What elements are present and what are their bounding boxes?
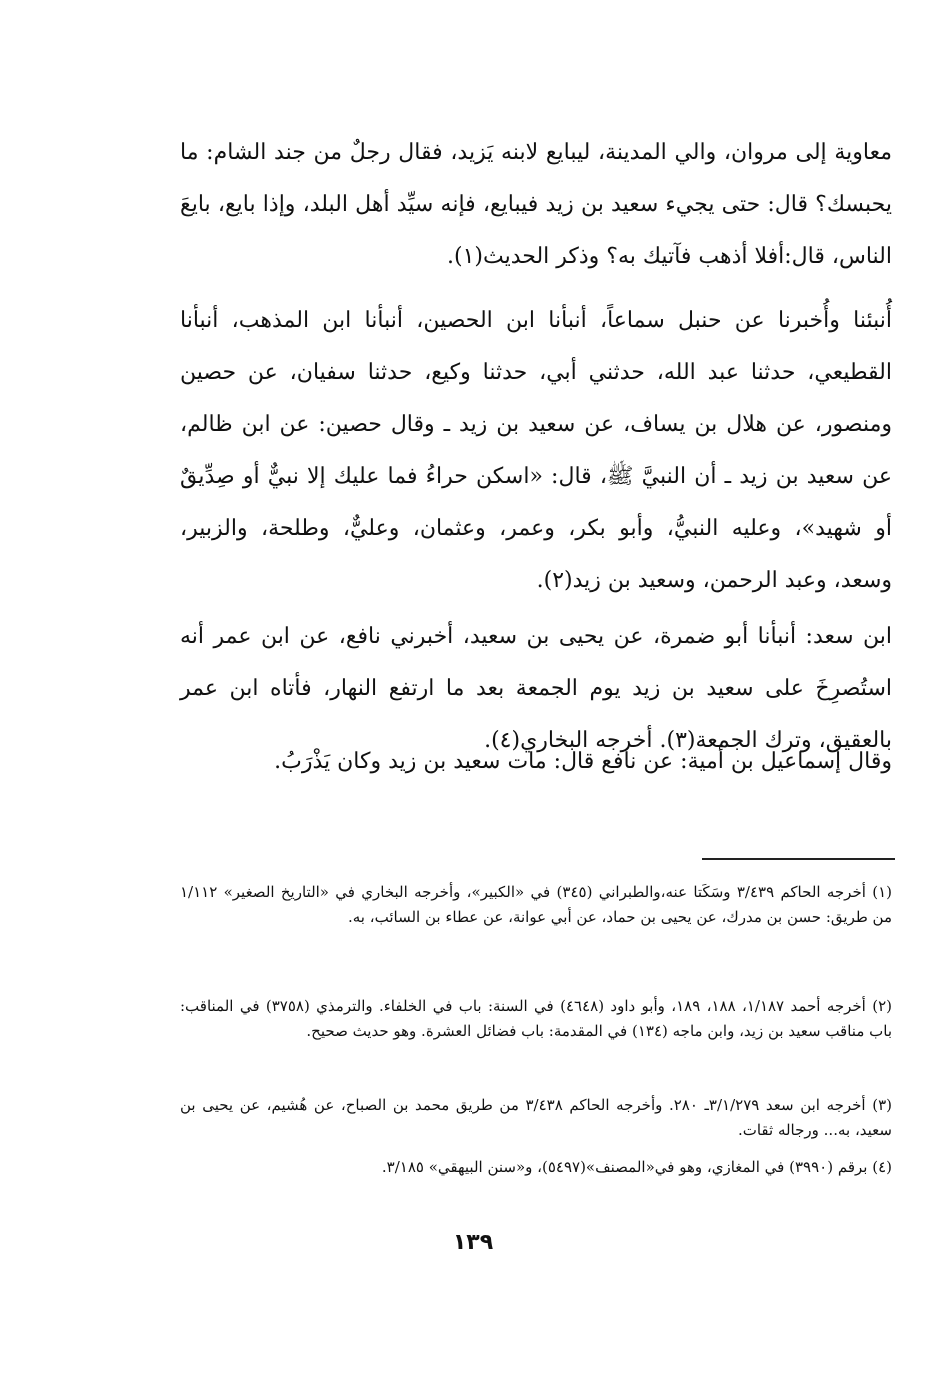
- body-paragraph: ابن سعد: أنبأنا أبو ضمرة، عن يحيى بن سعيد، أخبرني نافع، عن ابن عمر أنه استُصرِخَ على سعيد بن زيد يوم الجمعة بعد ما ارتفع النهار، فأتاه ابن عمر بالعقيق، وترك الجمعة(٣). أخرجه البخاري(٤).: [180, 624, 892, 753]
- page-number: ١٣٩: [452, 1230, 494, 1255]
- footnote: (٤) برقم (٣٩٩٠) في المغازي، وهو في«المصنف»(٥٤٩٧)، و«سنن البيهقي» ٣/١٨٥.: [381, 1158, 892, 1176]
- footnote: (١) أخرجه الحاكم ٣/٤٣٩ وسَكَتا عنه،والطبراني (٣٤٥) في «الكبير»، وأخرجه البخاري في «التاريخ الصغير» ١/١١٢ من طريق: حسن بن مدرك، عن يحيى بن حماد، عن أبي عوانة، عن عطاء بن السائب، به.: [180, 883, 892, 926]
- footnote-4-block: [180, 1155, 892, 1180]
- body-paragraph-4-block: [180, 736, 892, 788]
- body-paragraph-2-block: [180, 295, 892, 607]
- footnote-2-block: [180, 994, 892, 1044]
- body-paragraph: معاوية إلى مروان، والي المدينة، ليبايع لابنه يَزيد، فقال رجلٌ من جند الشام: ما يحبسك؟ قال: حتى يجيء سعيد بن زيد فيبايع، فإنه سيِّد أهل البلد، وإذا بايع، بايعَ الناس، قال:أفلا أذهب فآتيك به؟ وذكر الحديث(١).: [180, 140, 892, 269]
- body-paragraph: أُنبئنا وأُخبرنا عن حنبل سماعاً، أنبأنا ابن الحصين، أنبأنا ابن المذهب، أنبأنا القطيعي، حدثنا عبد الله، حدثني أبي، حدثنا وكيع، حدثنا سفيان، عن حصين ومنصور، عن هلال بن يساف، عن سعيد بن زيد ـ وقال حصين: عن ابن ظالم، عن سعيد بن زيد ـ أن النبيَّ ﷺ، قال: «اسكن حراءُ فما عليك إلا نبيٌّ أو صِدِّيقٌ أو شهيد»، وعليه النبيُّ، وأبو بكر، وعمر، وعثمان، وعليٌّ، وطلحة، والزبير، وسعد، وعبد الرحمن، وسعيد بن زيد(٢).: [180, 308, 892, 593]
- footnote: (٢) أخرجه أحمد ١/١٨٧، ١٨٨، ١٨٩، وأبو داود (٤٦٤٨) في السنة: باب في الخلفاء. والترمذي (٣٧٥٨) في المناقب: باب مناقب سعيد بن زيد، وابن ماجه (١٣٤) في المقدمة: باب فضائل العشرة. وهو حديث صحيح.: [180, 997, 892, 1040]
- footnote-3-block: [180, 1093, 892, 1143]
- body-paragraph: وقال إسماعيل بن أمية: عن نافع قال: مات سعيد بن زيد وكان يَذْرَبُ.: [274, 749, 892, 774]
- footnote: (٣) أخرجه ابن سعد ٣/١/٢٧٩ـ ٢٨٠. وأخرجه الحاكم ٣/٤٣٨ من طريق محمد بن الصباح، عن هُشيم، عن يحيى بن سعيد، به... ورجاله ثقات.: [180, 1096, 892, 1139]
- body-paragraph-1-block: [180, 127, 892, 283]
- footnote-separator: [702, 858, 895, 860]
- footnote-1-block: [180, 880, 892, 930]
